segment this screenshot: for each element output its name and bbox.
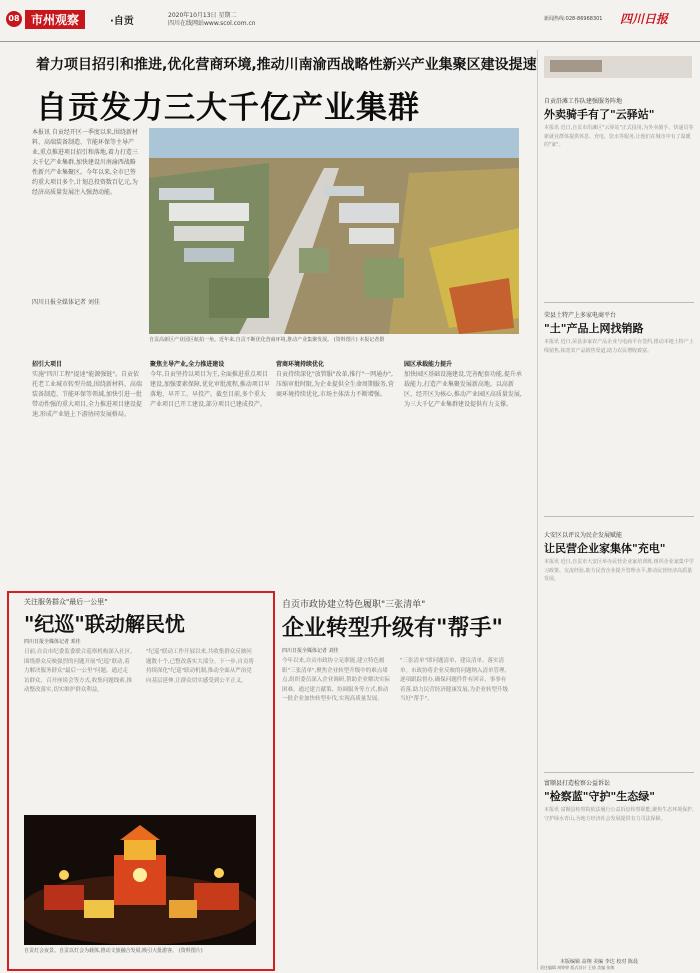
story2-kicker: 自贡市政协建立特色履职"三张清单"	[282, 600, 426, 610]
brief-2-kicker: 荣县土特产上多家电商平台	[544, 312, 617, 319]
lead-body-col3	[276, 355, 396, 565]
brief-3-text: 本报讯 近日,自贡市大安区举办民营企业家培训班,组织企业家集中学习政策、交流经验,助力民营企业提升管理水平,推动民营经济高质量发展。	[544, 559, 694, 583]
lead-subhead-4: 园区承载能力提升	[404, 361, 453, 368]
masthead	[0, 0, 700, 42]
brief-4-kicker: 富顺县打造检察公益诉讼	[544, 780, 611, 787]
brief-1-kicker: 自贡沿滩工作队建强服务阵地	[544, 98, 623, 105]
section-tab: 市州观察	[25, 10, 85, 29]
lead-byline: 四川日报全媒体记者 刘佳	[32, 299, 100, 306]
city-tag: ·自贡	[110, 16, 134, 27]
lead-headline: 自贡发力三大千亿产业集群	[36, 90, 420, 126]
feature-byline: 四川日报全媒体记者 邓佳	[24, 639, 81, 645]
story2-byline: 四川日报全媒体记者 刘佳	[282, 648, 339, 654]
night-lantern-image	[24, 815, 256, 945]
lead-intro: 本报讯 自贡经开区一季度以来,围绕新材料、高端装备制造、节能环保等主导产业,重点推进项目招引和落地,着力打造三大千亿产业集群,加快建设川南渝西战略性新兴产业集聚区。今年以来,全市已签约重大项目多个,计划总投资数百亿元,为经济高质量发展注入强劲动能。	[32, 129, 138, 196]
story2-headline: 企业转型升级有"帮手"	[282, 616, 503, 641]
lead-body-col1	[32, 355, 142, 565]
lead-subhead-2: 聚焦主导产业,全力推进建设	[150, 361, 225, 368]
brief-1-text: 本报讯 近日,自贡市沿滩区"云驿站"正式投用,为外卖骑手、快递员等新就业群体提供休息、充电、饮水等服务,让他们在城市中有了温暖的"家"。	[544, 125, 694, 149]
feature-photo-caption: 自贡灯会夜景。自贡以灯会为载体,推动文旅融合发展,吸引大批游客。 (资料图片)	[24, 948, 203, 954]
brief-2-text: 本报讯 近日,荣县多家农产品企业与电商平台签约,推动本地土特产上线销售,拓宽农产品销售渠道,助力农民增收致富。	[544, 339, 694, 354]
feature-text-col1: 日前,自贡市纪委监委联合巡察机构深入社区,围绕群众反映强烈的问题开展"纪巡"联动,着力解决服务群众"最后一公里"问题。通过走访群众、召开座谈会等方式,收集问题线索,推动整改落实,切实维护群众利益。	[24, 649, 132, 693]
feature-kicker: 关注服务群众"最后一公里"	[24, 598, 108, 606]
lead-photo-caption: 自贡高新区产业园区航拍一角。近年来,自贡不断优化营商环境,推动产业集聚发展。 (资料图片) 本报记者摄	[149, 337, 385, 343]
brief-separator-3	[544, 772, 694, 773]
story2-text-col2: "三张清单"即问题清单、建议清单、落实清单。市政协将企业反映的问题纳入清单管理,逐项跟踪督办,确保问题件件有回音、事事有着落,助力民营经济健康发展,为企业转型升级当好"帮手"。	[400, 658, 508, 702]
brief-separator-1	[544, 302, 694, 303]
lead-text-2: 今年,自贡坚持以项目为王,全面推进重点项目建设,加强要素保障,优化审批流程,推动项目早落地、早开工、早投产。截至目前,多个重大产业项目已开工建设,部分项目已建成投产。	[150, 371, 270, 408]
newspaper-brand: 四川日报	[620, 12, 669, 26]
lead-body-col2	[150, 355, 270, 565]
brief-1-headline: 外卖骑手有了"云驿站"	[544, 108, 655, 121]
page-number: 08	[6, 11, 22, 27]
column-divider	[537, 50, 538, 970]
lead-subhead-1: 招引大项目	[32, 361, 63, 368]
feature-text-col2: "纪巡"联动工作开展以来,共收集群众反映问题数十个,已整改落实大部分。下一步,自贡将持续深化"纪巡"联动机制,推动全面从严治党向基层延伸,让群众切实感受到公平正义。	[146, 649, 254, 684]
lead-body-col4	[404, 355, 524, 565]
lead-subhead-3: 营商环境持续优化	[276, 361, 325, 368]
lead-text-1: 实施"四川工程"提速"能源强链"。自贡依托老工业城市转型升级,围绕新材料、高端装备制造、节能环保等领域,加快引进一批带动性强的重大项目,全力推进项目建设提速,形成产业链上下游协同发展格局。	[32, 371, 142, 418]
right-column-header	[544, 56, 692, 78]
industrial-park-aerial-image	[149, 128, 519, 334]
aerial-photo	[149, 128, 519, 334]
editor-credits: 本版编辑 高翔 美编 李达 校对 陈晨	[560, 959, 638, 965]
lead-text-3: 自贡持续深化"放管服"改革,推行"一网通办",压缩审批时限,为企业提供全生命周期服务,营商环境持续优化,市场主体活力不断增强。	[276, 371, 394, 398]
brief-separator-2	[544, 516, 694, 517]
story2-text-col1: 今年以来,自贡市政协立足职能,建立特色履职"三张清单",聚焦企业转型升级中的难点堵点,组织委员深入企业调研,帮助企业解决实际困难。通过建言献策、协调服务等方式,推动一批企业加快转型步伐,实现高质量发展。	[282, 658, 390, 702]
feature-headline: "纪巡"联动解民忧	[24, 612, 185, 636]
lantern-festival-photo	[24, 815, 256, 945]
brief-3-headline: 让民营企业家集体"充电"	[544, 542, 666, 555]
news-hotline: 新闻热线:028-86968301	[544, 16, 603, 22]
brief-3-kicker: 大安区以评议为民企发展赋能	[544, 532, 623, 539]
brief-4-text: 本报讯 富顺县检察院依法履行公益诉讼检察职能,聚焦生态环境保护,守护绿水青山,为地方经济社会发展提供有力司法保障。	[544, 807, 694, 822]
lead-subtitle: 着力项目招引和推进,优化营商环境,推动川南渝西战略性新兴产业集聚区建设提速	[36, 57, 537, 73]
issue-site: 四川在线网站www.scol.com.cn	[168, 20, 256, 27]
page-credit: 责任编辑 胡婷婷 版式设计 王倩 美编 张敏	[540, 965, 615, 970]
brief-2-headline: "土"产品上网找销路	[544, 322, 644, 335]
brief-4-headline: "检察蓝"守护"生态绿"	[544, 790, 655, 803]
right-column-logo	[550, 60, 602, 72]
lead-text-4: 加快园区基础设施建设,完善配套功能,提升承载能力,打造产业集聚发展新高地。以高新区、经开区为核心,推动产业园区高质量发展,为三大千亿产业集群建设提供有力支撑。	[404, 371, 522, 408]
issue-date: 2020年10月13日 星期二	[168, 12, 237, 19]
